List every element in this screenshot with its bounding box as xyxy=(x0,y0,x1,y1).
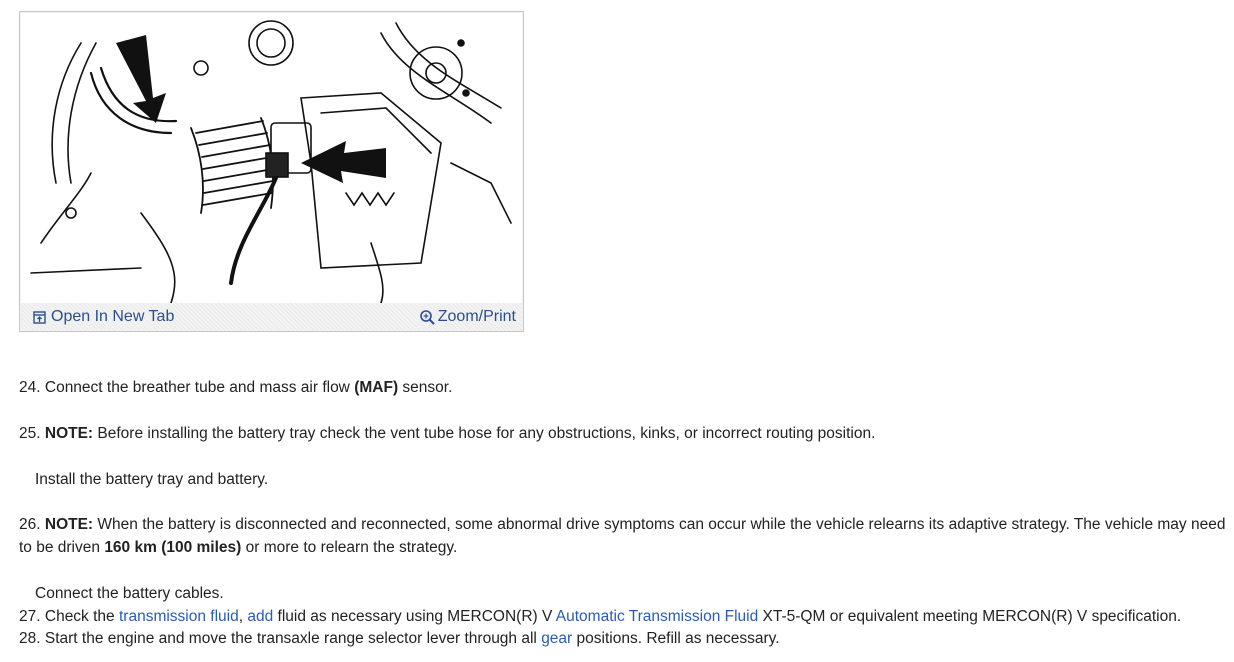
step-26 xyxy=(19,513,1229,559)
gear-link[interactable]: gear xyxy=(541,630,573,647)
step-text: Connect the breather tube and mass air flow xyxy=(44,379,350,396)
step-text: XT-5-QM or equivalent meeting MERCON(R) V specification. xyxy=(762,608,1182,625)
step-28 xyxy=(19,627,1229,650)
step-text: fluid as necessary using MERCON(R) V xyxy=(277,608,553,625)
step-text: Before installing the battery tray check the vent tube hose for any obstructions, kinks, or incorrect routing position. xyxy=(97,425,876,442)
step-number: 28. xyxy=(19,630,41,647)
step-25-substep xyxy=(19,468,1234,491)
step-26-substep xyxy=(19,582,1234,605)
magnifier-icon xyxy=(419,309,436,326)
step-number: 25. xyxy=(19,425,41,442)
step-text: Start the engine and move the transaxle range selector lever through all xyxy=(44,630,537,647)
step-number: 27. xyxy=(19,608,41,625)
step-27 xyxy=(19,605,1229,628)
step-bold: (MAF) xyxy=(354,379,399,396)
open-new-tab-link[interactable] xyxy=(33,308,174,326)
step-number: 26. xyxy=(19,516,41,533)
step-25 xyxy=(19,422,1229,445)
figure-toolbar xyxy=(21,303,522,331)
step-text: When the battery is disconnected and reconnected, some abnormal drive symptoms can occur while the vehicle relearns its adaptive strategy. The vehicle may need to be driven xyxy=(19,516,1226,556)
add-link[interactable]: add xyxy=(247,608,274,625)
note-label: NOTE: xyxy=(44,516,94,533)
substep-text: Connect the battery cables. xyxy=(35,585,224,602)
substep-text: Install the battery tray and battery. xyxy=(35,471,269,488)
note-label: NOTE: xyxy=(44,425,94,442)
figure-container xyxy=(19,11,524,332)
open-new-tab-icon xyxy=(33,311,46,324)
step-text: sensor. xyxy=(402,379,453,396)
comma: , xyxy=(238,608,244,625)
step-number: 24. xyxy=(19,379,41,396)
step-bold: 160 km (100 miles) xyxy=(104,539,242,556)
step-text: or more to relearn the strategy. xyxy=(245,539,458,556)
step-24 xyxy=(19,376,1229,399)
zoom-print-label: Zoom/Print xyxy=(437,308,516,325)
zoom-print-link[interactable] xyxy=(419,308,516,326)
open-new-tab-label: Open In New Tab xyxy=(51,308,175,325)
automatic-transmission-fluid-link[interactable]: Automatic Transmission Fluid xyxy=(555,608,759,625)
step-text: Check the xyxy=(44,608,115,625)
engine-diagram-image xyxy=(21,13,522,303)
transmission-fluid-link[interactable]: transmission fluid xyxy=(118,608,239,625)
step-text: positions. Refill as necessary. xyxy=(576,630,780,647)
